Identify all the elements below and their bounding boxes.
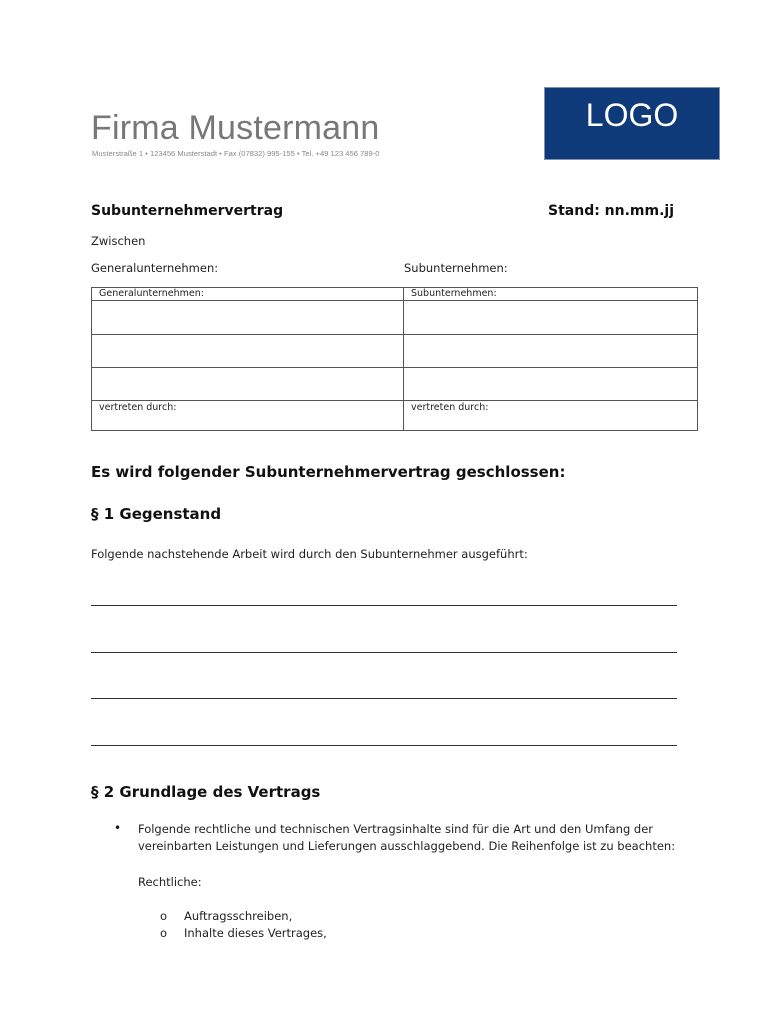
general-represented-by[interactable]: vertreten durch: bbox=[92, 401, 404, 431]
fill-in-line-2[interactable] bbox=[91, 652, 677, 653]
general-contractor-label: Generalunternehmen: bbox=[91, 261, 219, 275]
general-field-2[interactable] bbox=[92, 335, 404, 368]
company-name: Firma Mustermann bbox=[91, 109, 380, 147]
section1-text: Folgende nachstehende Arbeit wird durch den Subunternehmer ausgeführt: bbox=[91, 547, 528, 561]
section2-heading: § 2 Grundlage des Vertrags bbox=[91, 783, 321, 801]
circle-bullet-icon: o bbox=[160, 909, 168, 923]
contract-title: Subunternehmervertrag bbox=[91, 203, 284, 219]
subcontractor-label: Subunternehmen: bbox=[404, 261, 508, 275]
list-item: Inhalte dieses Vertrages, bbox=[184, 926, 327, 940]
table-header-general: Generalunternehmen: bbox=[92, 288, 404, 301]
sub-field-2[interactable] bbox=[404, 335, 698, 368]
bullet-dot-icon: • bbox=[114, 821, 122, 835]
stand-date: Stand: nn.mm.jj bbox=[548, 203, 675, 219]
logo-label: LOGO bbox=[585, 97, 679, 133]
sub-represented-by[interactable]: vertreten durch: bbox=[404, 401, 698, 431]
sub-field-3[interactable] bbox=[404, 368, 698, 401]
section2-bullet-line2: vereinbarten Leistungen und Lieferungen ausschlaggebend. Die Reihenfolge ist zu beachten: bbox=[138, 839, 676, 853]
fill-in-line-1[interactable] bbox=[91, 605, 677, 606]
parties-table bbox=[91, 287, 698, 431]
table-header-sub: Subunternehmen: bbox=[404, 288, 698, 301]
legal-label: Rechtliche: bbox=[138, 875, 202, 889]
section2-bullet-line1: Folgende rechtliche und technischen Vertragsinhalte sind für die Art und den Umfang der bbox=[138, 822, 654, 836]
company-address: Musterstraße 1 • 123456 Musterstadt • Fax (07832) 995-155 • Tel. +49 123 456 789-0 bbox=[92, 149, 380, 158]
section1-heading: § 1 Gegenstand bbox=[91, 505, 222, 523]
list-item: Auftragsschreiben, bbox=[184, 909, 293, 923]
circle-bullet-icon: o bbox=[160, 926, 168, 940]
intro-heading: Es wird folgender Subunternehmervertrag geschlossen: bbox=[91, 463, 566, 481]
sub-field-1[interactable] bbox=[404, 301, 698, 335]
logo-placeholder bbox=[544, 87, 720, 160]
fill-in-line-4[interactable] bbox=[91, 745, 677, 746]
fill-in-line-3[interactable] bbox=[91, 698, 677, 699]
general-field-1[interactable] bbox=[92, 301, 404, 335]
between-label: Zwischen bbox=[91, 234, 146, 248]
general-field-3[interactable] bbox=[92, 368, 404, 401]
